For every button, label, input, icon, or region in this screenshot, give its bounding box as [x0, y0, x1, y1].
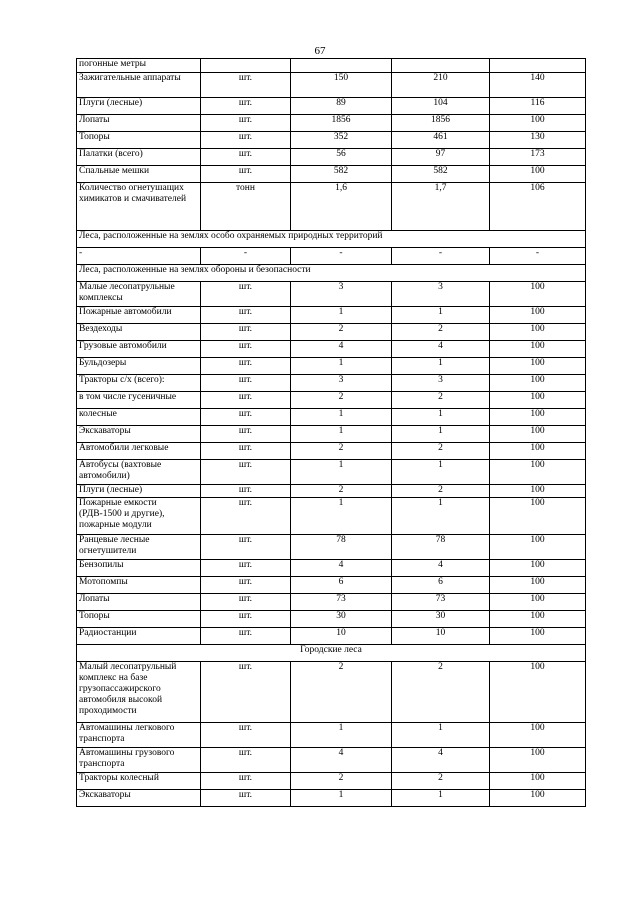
cell-value-3: 100: [490, 341, 586, 358]
table-row: [77, 73, 586, 98]
cell-name: Экскаваторы: [77, 790, 201, 807]
cell-value-2: 2: [392, 324, 490, 341]
cell-unit: шт.: [201, 409, 291, 426]
cell-value-1: 1,6: [291, 183, 392, 231]
cell-value-3: 100: [490, 443, 586, 460]
cell-value-2: 1: [392, 723, 490, 748]
table-row: [77, 628, 586, 645]
cell-value-1: 4: [291, 341, 392, 358]
table-row: [77, 498, 586, 535]
table-row: [77, 790, 586, 807]
table-row: [77, 535, 586, 560]
cell-unit: шт.: [201, 485, 291, 498]
table-row: [77, 149, 586, 166]
table-row: [77, 307, 586, 324]
equipment-table: [76, 58, 586, 807]
cell-name: Радиостанции: [77, 628, 201, 645]
cell-unit: шт.: [201, 324, 291, 341]
cell-unit: шт.: [201, 341, 291, 358]
cell-name: колесные: [77, 409, 201, 426]
cell-unit: шт.: [201, 790, 291, 807]
section-title: Городские леса: [77, 645, 586, 662]
cell-value-2: 1: [392, 498, 490, 535]
cell-unit: шт.: [201, 460, 291, 485]
cell-unit: [201, 59, 291, 73]
cell-value-2: 2: [392, 662, 490, 723]
cell-value-1: 2: [291, 773, 392, 790]
cell-unit: шт.: [201, 723, 291, 748]
cell-value-1: 1: [291, 460, 392, 485]
table-row: [77, 443, 586, 460]
cell-value-1: 3: [291, 375, 392, 392]
cell-value-3: 140: [490, 73, 586, 98]
cell-name: Автобусы (вахтовые автомобили): [77, 460, 201, 485]
table-row: [77, 662, 586, 723]
cell-name: Бензопилы: [77, 560, 201, 577]
table-row: [77, 392, 586, 409]
table-row: [77, 460, 586, 485]
table-row: [77, 183, 586, 231]
cell-value-1: 89: [291, 98, 392, 115]
cell-name: Лопаты: [77, 594, 201, 611]
cell-name: Ранцевые лесные огнетушители: [77, 535, 201, 560]
table-row: [77, 485, 586, 498]
cell-unit: шт.: [201, 560, 291, 577]
cell-value-1: 2: [291, 392, 392, 409]
table-row: [77, 358, 586, 375]
cell-value-1: 6: [291, 577, 392, 594]
cell-unit: шт.: [201, 628, 291, 645]
cell-value-2: 30: [392, 611, 490, 628]
cell-unit: шт.: [201, 535, 291, 560]
cell-value-3: 100: [490, 115, 586, 132]
cell-name: Малый лесопатрульный комплекс на базе грузопассажирского автомобиля высокой проходимости: [77, 662, 201, 723]
cell-unit: шт.: [201, 392, 291, 409]
cell-value-1: 352: [291, 132, 392, 149]
table-row: [77, 611, 586, 628]
cell-value-3: 100: [490, 594, 586, 611]
table-row: [77, 98, 586, 115]
cell-value-1: 2: [291, 324, 392, 341]
cell-value-2: 1: [392, 409, 490, 426]
cell-name: Вездеходы: [77, 324, 201, 341]
cell-value-2: 2: [392, 773, 490, 790]
cell-value-3: 100: [490, 535, 586, 560]
cell-name: Плуги (лесные): [77, 485, 201, 498]
cell-unit: шт.: [201, 498, 291, 535]
table-row: [77, 115, 586, 132]
table-row: [77, 409, 586, 426]
cell-value-3: 100: [490, 166, 586, 183]
cell-value-3: 100: [490, 392, 586, 409]
cell-name: Автомашины легкового транспорта: [77, 723, 201, 748]
cell-name: Пожарные емкости (РДВ-1500 и другие), пожарные модули: [77, 498, 201, 535]
cell-value-3: 100: [490, 723, 586, 748]
cell-value-2: 461: [392, 132, 490, 149]
cell-value-3: [490, 59, 586, 73]
page-number: 67: [314, 45, 326, 57]
cell-unit: шт.: [201, 773, 291, 790]
cell-name: Зажигательные аппараты: [77, 73, 201, 98]
cell-value-1: 3: [291, 282, 392, 307]
cell-value-3: 100: [490, 498, 586, 535]
cell-value-1: 1: [291, 426, 392, 443]
cell-value-3: 130: [490, 132, 586, 149]
cell-value-1: 30: [291, 611, 392, 628]
cell-name: Мотопомпы: [77, 577, 201, 594]
cell-value-1: 1856: [291, 115, 392, 132]
cell-name: в том числе гусеничные: [77, 392, 201, 409]
cell-unit: шт.: [201, 594, 291, 611]
cell-name: Автомобили легковые: [77, 443, 201, 460]
cell-name: Пожарные автомобили: [77, 307, 201, 324]
cell-value-2: 2: [392, 392, 490, 409]
cell-value-3: 100: [490, 485, 586, 498]
cell-value-1: 78: [291, 535, 392, 560]
cell-unit: шт.: [201, 375, 291, 392]
cell-unit: шт.: [201, 132, 291, 149]
cell-unit: шт.: [201, 748, 291, 773]
cell-value-1: 1: [291, 723, 392, 748]
cell-unit: шт.: [201, 73, 291, 98]
table-row: [77, 723, 586, 748]
cell-value-3: 100: [490, 611, 586, 628]
cell-unit: шт.: [201, 662, 291, 723]
cell-value-2: 4: [392, 748, 490, 773]
table-row: [77, 426, 586, 443]
cell-value-1: 1: [291, 358, 392, 375]
cell-value-2: 1: [392, 460, 490, 485]
table-row: [77, 748, 586, 773]
cell-value-1: 150: [291, 73, 392, 98]
cell-value-2: 3: [392, 282, 490, 307]
section-row: [77, 265, 586, 282]
cell-value-3: -: [490, 248, 586, 265]
cell-unit: шт.: [201, 166, 291, 183]
cell-value-2: 2: [392, 485, 490, 498]
cell-value-3: 100: [490, 307, 586, 324]
cell-value-2: 2: [392, 443, 490, 460]
cell-name: Бульдозеры: [77, 358, 201, 375]
cell-unit: шт.: [201, 443, 291, 460]
cell-value-1: 1: [291, 498, 392, 535]
cell-name: Автомашины грузового транспорта: [77, 748, 201, 773]
cell-value-2: 210: [392, 73, 490, 98]
cell-value-1: 4: [291, 560, 392, 577]
cell-name: Плуги (лесные): [77, 98, 201, 115]
cell-value-3: 100: [490, 662, 586, 723]
cell-unit: шт.: [201, 149, 291, 166]
table-row: [77, 132, 586, 149]
cell-value-3: 106: [490, 183, 586, 231]
cell-value-3: 100: [490, 560, 586, 577]
cell-value-2: -: [392, 248, 490, 265]
cell-unit: шт.: [201, 611, 291, 628]
cell-value-3: 173: [490, 149, 586, 166]
cell-value-2: 1,7: [392, 183, 490, 231]
table-row: [77, 341, 586, 358]
table-row: [77, 59, 586, 73]
section-row: [77, 231, 586, 248]
table-row: [77, 282, 586, 307]
section-title: Леса, расположенные на землях особо охраняемых природных территорий: [77, 231, 586, 248]
cell-value-2: 1: [392, 426, 490, 443]
cell-value-2: 4: [392, 341, 490, 358]
cell-unit: -: [201, 248, 291, 265]
cell-value-2: [392, 59, 490, 73]
cell-value-1: 1: [291, 409, 392, 426]
cell-value-2: 4: [392, 560, 490, 577]
cell-unit: тонн: [201, 183, 291, 231]
cell-value-3: 100: [490, 460, 586, 485]
cell-value-2: 73: [392, 594, 490, 611]
table-row: [77, 166, 586, 183]
cell-value-1: 73: [291, 594, 392, 611]
cell-name: Экскаваторы: [77, 426, 201, 443]
cell-value-1: -: [291, 248, 392, 265]
table-row: [77, 560, 586, 577]
cell-value-2: 582: [392, 166, 490, 183]
cell-name: Палатки (всего): [77, 149, 201, 166]
cell-value-1: 1: [291, 307, 392, 324]
cell-value-3: 100: [490, 790, 586, 807]
cell-value-1: 2: [291, 443, 392, 460]
cell-value-3: 100: [490, 426, 586, 443]
cell-value-3: 100: [490, 773, 586, 790]
cell-value-1: 56: [291, 149, 392, 166]
cell-name: Топоры: [77, 132, 201, 149]
cell-name: -: [77, 248, 201, 265]
section-title: Леса, расположенные на землях обороны и безопасности: [77, 265, 586, 282]
cell-value-3: 100: [490, 628, 586, 645]
cell-value-3: 100: [490, 577, 586, 594]
table-row: [77, 577, 586, 594]
cell-value-2: 1: [392, 307, 490, 324]
table-row: [77, 773, 586, 790]
cell-value-2: 6: [392, 577, 490, 594]
cell-name: Топоры: [77, 611, 201, 628]
cell-value-2: 104: [392, 98, 490, 115]
cell-value-3: 116: [490, 98, 586, 115]
cell-value-3: 100: [490, 282, 586, 307]
cell-name: Тракторы колесный: [77, 773, 201, 790]
cell-value-1: 1: [291, 790, 392, 807]
cell-unit: шт.: [201, 358, 291, 375]
cell-unit: шт.: [201, 577, 291, 594]
cell-name: Грузовые автомобили: [77, 341, 201, 358]
cell-value-1: 2: [291, 485, 392, 498]
table-row: [77, 594, 586, 611]
cell-value-3: 100: [490, 409, 586, 426]
cell-value-1: 10: [291, 628, 392, 645]
cell-value-1: 582: [291, 166, 392, 183]
cell-name: Малые лесопатрульные комплексы: [77, 282, 201, 307]
cell-value-2: 97: [392, 149, 490, 166]
cell-value-2: 78: [392, 535, 490, 560]
cell-unit: шт.: [201, 115, 291, 132]
cell-value-3: 100: [490, 324, 586, 341]
cell-value-1: 2: [291, 662, 392, 723]
cell-value-2: 10: [392, 628, 490, 645]
cell-unit: шт.: [201, 98, 291, 115]
cell-value-2: 1: [392, 358, 490, 375]
cell-value-2: 3: [392, 375, 490, 392]
table-row: [77, 375, 586, 392]
cell-name: Лопаты: [77, 115, 201, 132]
cell-value-2: 1856: [392, 115, 490, 132]
cell-name: Тракторы с/х (всего):: [77, 375, 201, 392]
table-row: [77, 248, 586, 265]
table-row: [77, 324, 586, 341]
cell-value-1: [291, 59, 392, 73]
cell-value-2: 1: [392, 790, 490, 807]
cell-value-3: 100: [490, 375, 586, 392]
cell-unit: шт.: [201, 307, 291, 324]
section-row: [77, 645, 586, 662]
cell-unit: шт.: [201, 426, 291, 443]
cell-name: Спальные мешки: [77, 166, 201, 183]
cell-value-3: 100: [490, 358, 586, 375]
cell-unit: шт.: [201, 282, 291, 307]
cell-name: погонные метры: [77, 59, 201, 73]
cell-name: Количество огнетушащих химикатов и смачивателей: [77, 183, 201, 231]
cell-value-3: 100: [490, 748, 586, 773]
cell-value-1: 4: [291, 748, 392, 773]
